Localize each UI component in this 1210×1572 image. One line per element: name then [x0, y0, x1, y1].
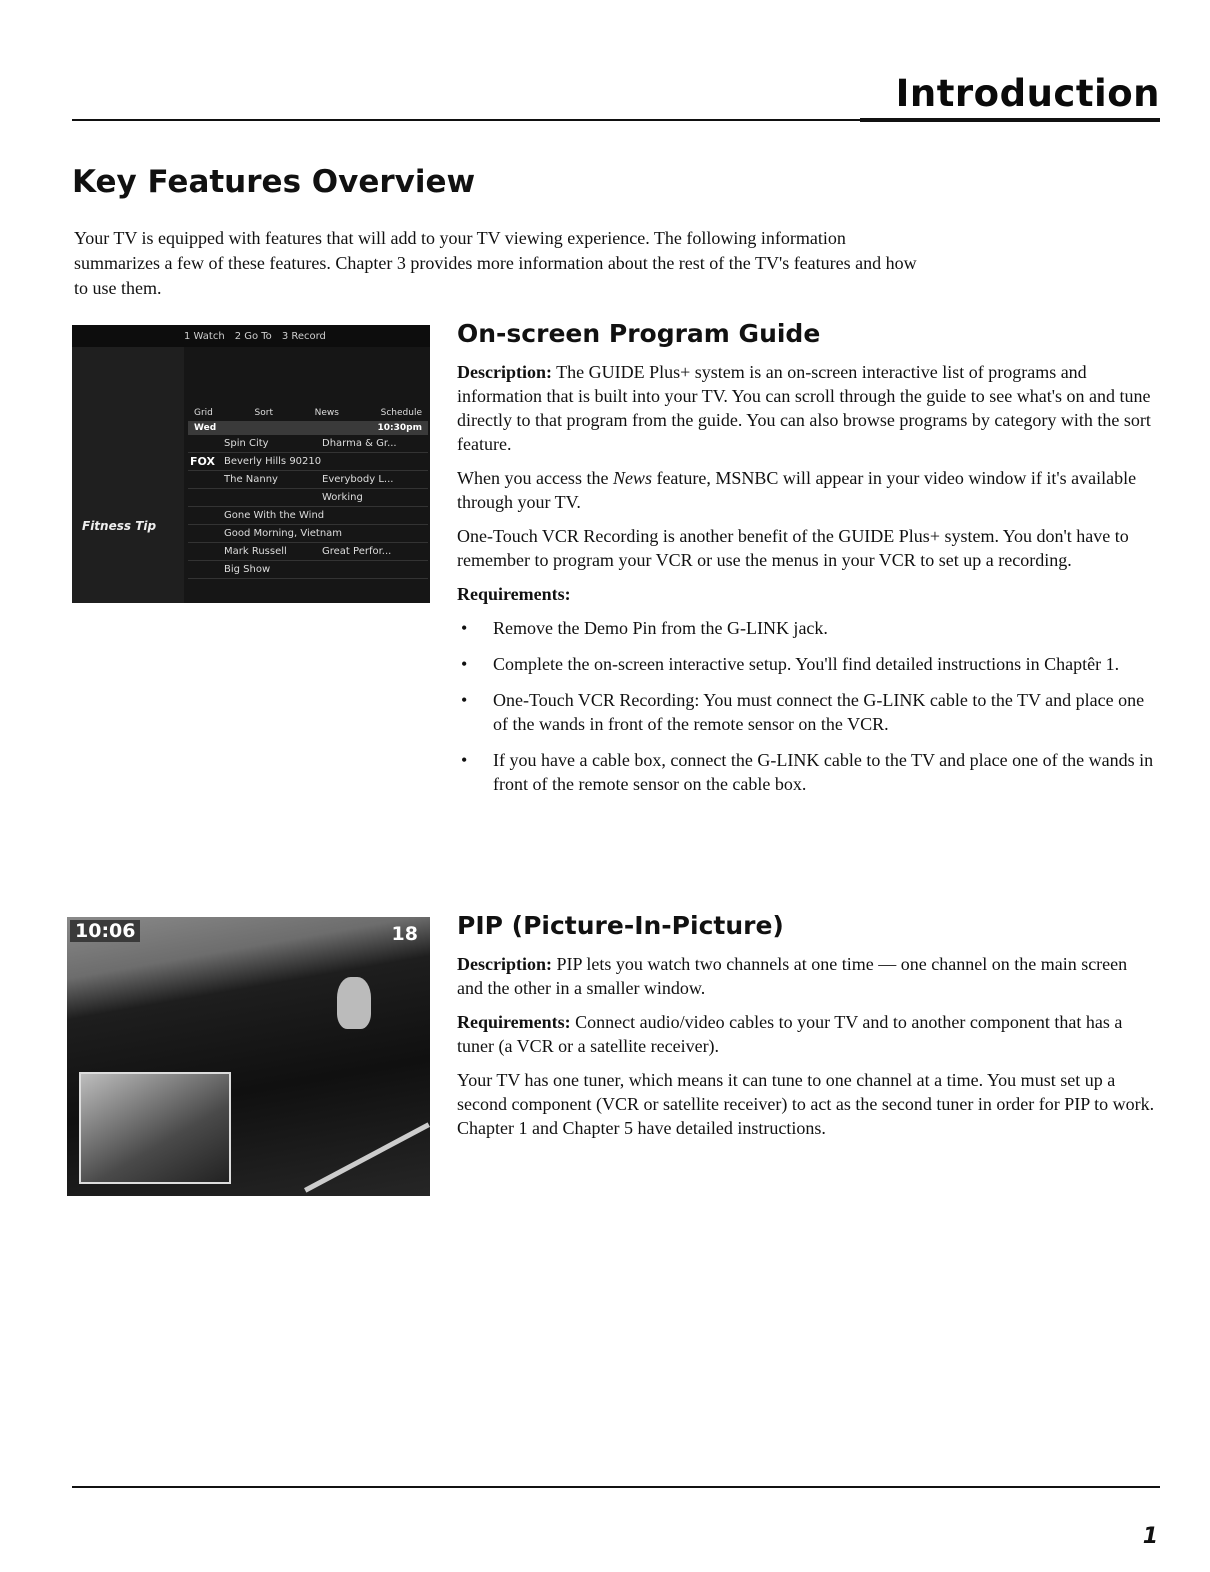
list-item: • One-Touch VCR Recording: You must connect the G-LINK cable to the TV and place one of the wands in front of the remote sensor on the VCR. — [457, 688, 1157, 736]
guide-grid — [188, 405, 428, 579]
guide-vcr-paragraph: One-Touch VCR Recording is another benefit of the GUIDE Plus+ system. You don't have to remember to program your VCR or use the menus in your VCR to set up a recording. — [457, 526, 1129, 570]
guide-top-goto: 2 Go To — [234, 330, 272, 342]
guide-tab-sort: Sort — [254, 408, 273, 418]
guide-top-bar — [72, 325, 430, 347]
guide-row — [188, 453, 428, 471]
guide-row-program: The Nanny — [224, 474, 278, 485]
list-item: • Complete the on-screen interactive setup. You'll find detailed instructions in Chaptêr 1. — [457, 652, 1157, 676]
guide-time: 10:30pm — [377, 423, 422, 433]
guide-requirements-list — [457, 616, 1157, 796]
guide-description-label: Description: — [457, 362, 552, 382]
header-rule-accent — [860, 118, 1160, 122]
guide-tabs — [188, 405, 428, 421]
guide-tab-schedule: Schedule — [380, 408, 422, 418]
guide-description-text: The GUIDE Plus+ system is an on-screen interactive list of programs and information that is built into your TV. You can scroll through the guide to see what's on and tune directly to that program from the guide. You can also browse programs by category with the sort feature. — [457, 362, 1151, 454]
guide-row-program: Spin City — [224, 438, 269, 449]
pip-section — [457, 911, 1157, 1150]
guide-row — [188, 471, 428, 489]
page-title: Key Features Overview — [72, 164, 476, 200]
guide-row — [188, 489, 428, 507]
guide-day: Wed — [194, 423, 217, 433]
guide-news-pre: When you access the — [457, 468, 613, 488]
guide-top-record: 3 Record — [281, 330, 326, 342]
guide-description — [457, 360, 1157, 456]
guide-row-next: Great Perfor... — [322, 546, 392, 557]
guide-row-next: Dharma & Gr... — [322, 438, 397, 449]
guide-news-word: News — [612, 468, 652, 488]
pip-channel-display: 18 — [391, 923, 418, 945]
list-item: • If you have a cable box, connect the G-LINK cable to the TV and place one of the wands in front of the remote sensor on the cable box. — [457, 748, 1157, 796]
guide-row-program: Gone With the Wind — [224, 510, 325, 521]
pip-time-display: 10:06 — [70, 920, 140, 942]
guide-news-post: feature, MSNBC will appear in your video window if it's available through your TV. — [457, 468, 1137, 512]
guide-section-title: On-screen Program Guide — [457, 319, 821, 348]
pip-requirements — [457, 1010, 1157, 1058]
pip-tuner-paragraph: Your TV has one tuner, which means it can tune to one channel at a time. You must set up a second component (VCR or satellite receiver) to act as the second tuner in order for PIP to work. Chapter 1 and Chapter 5 have detailed instructions. — [457, 1070, 1155, 1138]
guide-row-program: Beverly Hills 90210 — [224, 456, 322, 467]
guide-row — [188, 507, 428, 525]
guide-requirements-title: Requirements: — [457, 584, 571, 604]
guide-tip-label: Fitness Tip — [82, 519, 157, 533]
guide-day-bar — [188, 421, 428, 435]
section-title: Introduction — [895, 72, 1160, 115]
pip-section-title: PIP (Picture-In-Picture) — [457, 911, 784, 940]
guide-row-program: Mark Russell — [224, 546, 287, 557]
guide-row — [188, 543, 428, 561]
guide-row-program: Big Show — [224, 564, 271, 575]
pip-description-label: Description: — [457, 954, 552, 974]
pip-description — [457, 952, 1157, 1000]
pip-requirements-label: Requirements: — [457, 1012, 571, 1032]
footer-rule — [72, 1486, 1160, 1488]
list-item: • Remove the Demo Pin from the G-LINK jack. — [457, 616, 1157, 640]
pip-rider-figure — [337, 977, 371, 1029]
guide-row-next: Everybody L... — [322, 474, 394, 485]
program-guide-image — [72, 325, 430, 603]
guide-section — [457, 319, 1157, 808]
pip-image — [67, 917, 430, 1196]
guide-row — [188, 561, 428, 579]
pip-track-stripe — [304, 1122, 430, 1192]
guide-tab-grid: Grid — [194, 408, 213, 418]
intro-paragraph: Your TV is equipped with features that will add to your TV viewing experience. The following information summarizes a few of these features. Chapter 3 provides more information about the rest of the TV's features and how to use them. — [74, 228, 917, 298]
guide-top-watch: 1 Watch — [184, 330, 225, 342]
guide-row — [188, 435, 428, 453]
guide-row-channel: FOX — [190, 455, 215, 468]
guide-row — [188, 525, 428, 543]
guide-row-next: Working — [322, 492, 363, 503]
guide-row-program: Good Morning, Vietnam — [224, 528, 343, 539]
pip-description-text: PIP lets you watch two channels at one time — one channel on the main screen and the other in a smaller window. — [457, 954, 1128, 998]
page-number: 1 — [1142, 1524, 1158, 1549]
pip-inset-window — [79, 1072, 231, 1184]
pip-requirements-text: Connect audio/video cables to your TV and to another component that has a tuner (a VCR or a satellite receiver). — [457, 1012, 1123, 1056]
guide-news-paragraph — [457, 466, 1157, 514]
guide-video-window — [72, 347, 184, 603]
guide-tab-news: News — [314, 408, 339, 418]
